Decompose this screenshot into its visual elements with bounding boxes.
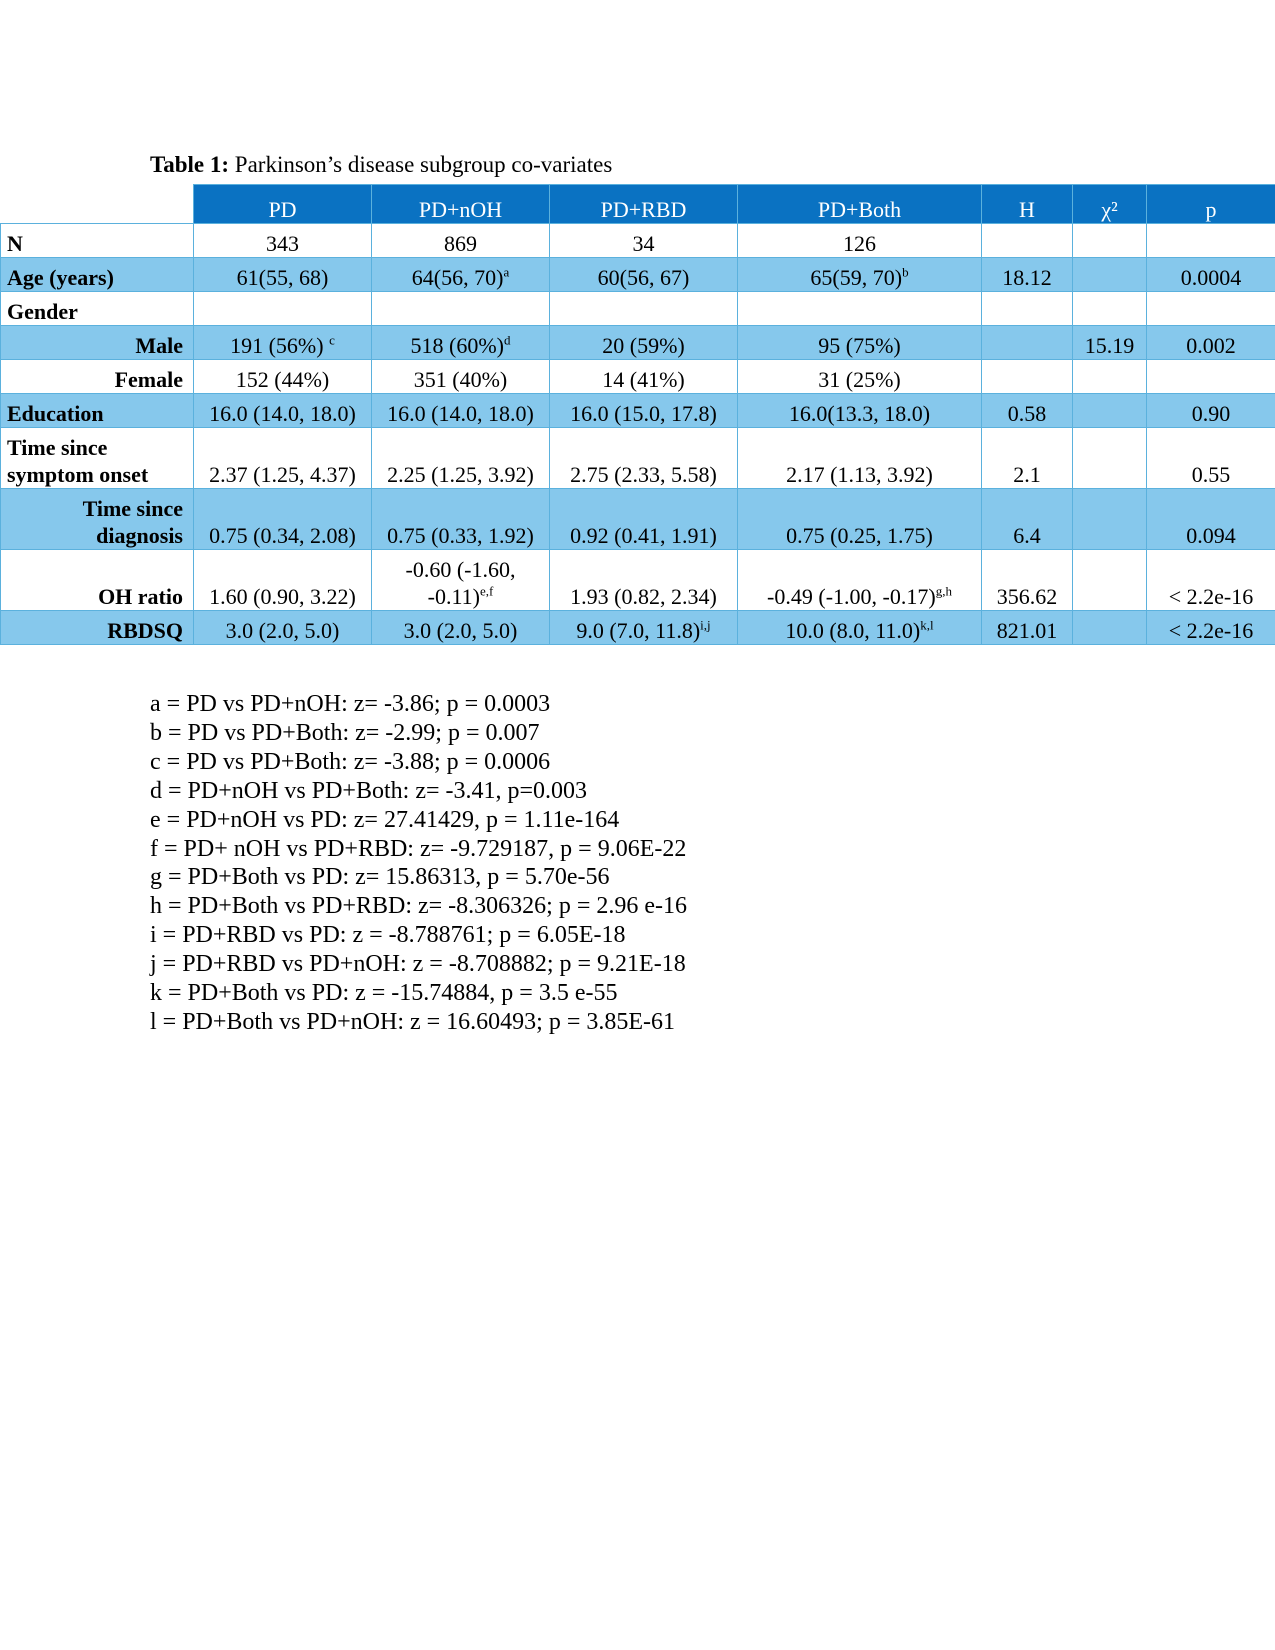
cell-value: 60(56, 67) (597, 265, 690, 290)
cell-value: -0.49 (-1.00, -0.17) (767, 584, 936, 609)
cell: 2.25 (1.25, 3.92) (372, 428, 550, 489)
cell: 126 (738, 224, 982, 258)
cell: 356.62 (982, 550, 1073, 611)
cell: 821.01 (982, 611, 1073, 645)
row-label-age: Age (years) (1, 258, 194, 292)
cell-value: -0.60 (-1.60, -0.11) (405, 557, 516, 609)
cell-value: 65(59, 70) (810, 265, 903, 290)
col-header-pd: PD (194, 185, 372, 224)
cell-value: 61(55, 68) (236, 265, 329, 290)
row-label-n: N (1, 224, 194, 258)
cell: 18.12 (982, 258, 1073, 292)
row-label-time-since-diagnosis: Time since diagnosis (1, 489, 194, 550)
cell: 95 (75%) (738, 326, 982, 360)
cell (738, 611, 982, 645)
cell (1147, 360, 1275, 394)
cell: 0.92 (0.41, 1.91) (550, 489, 738, 550)
cell (372, 550, 550, 611)
cell: 0.55 (1147, 428, 1275, 489)
cell (372, 258, 550, 292)
cell: 0.58 (982, 394, 1073, 428)
table-caption-label: Table 1: (150, 152, 230, 177)
cell: 2.1 (982, 428, 1073, 489)
table-caption-text: Parkinson’s disease subgroup co-variates (229, 152, 613, 177)
cell (372, 292, 550, 326)
cell: 16.0 (14.0, 18.0) (194, 394, 372, 428)
table-row (1, 611, 1275, 645)
cell (1147, 224, 1275, 258)
footnote-c: c = PD vs PD+Both: z= -3.88; p = 0.0006 (150, 748, 551, 775)
footnote-marker: b (902, 264, 909, 280)
footnote-marker: i,j (700, 617, 711, 633)
row-label-time-since-onset: Time since symptom onset (1, 428, 194, 489)
header-row (1, 185, 1275, 224)
cell (1073, 611, 1147, 645)
footnote-k: k = PD+Both vs PD: z = -15.74884, p = 3.5 e-55 (150, 980, 618, 1007)
cell: 0.75 (0.34, 2.08) (194, 489, 372, 550)
cell: 343 (194, 224, 372, 258)
cell: 1.60 (0.90, 3.22) (194, 550, 372, 611)
footnote-marker: g,h (935, 583, 952, 599)
footnote-e: e = PD+nOH vs PD: z= 27.41429, p = 1.11e-164 (150, 806, 620, 833)
cell: 0.75 (0.25, 1.75) (738, 489, 982, 550)
col-header-p: p (1147, 185, 1275, 224)
col-header-pd-both: PD+Both (738, 185, 982, 224)
cell-value: 518 (60%) (410, 333, 504, 358)
cell (550, 611, 738, 645)
cell: 2.37 (1.25, 4.37) (194, 428, 372, 489)
cell: 14 (41%) (550, 360, 738, 394)
cell: 2.75 (2.33, 5.58) (550, 428, 738, 489)
cell (1073, 224, 1147, 258)
col-header-pd-rbd: PD+RBD (550, 185, 738, 224)
table-row (1, 360, 1275, 394)
cell (738, 550, 982, 611)
footnote-marker: a (503, 264, 510, 280)
cell (982, 360, 1073, 394)
cell: 0.0004 (1147, 258, 1275, 292)
footnote-f: f = PD+ nOH vs PD+RBD: z= -9.729187, p = 9.06E-22 (150, 835, 687, 862)
cell: 3.0 (2.0, 5.0) (194, 611, 372, 645)
cell: 0.75 (0.33, 1.92) (372, 489, 550, 550)
cell (1073, 394, 1147, 428)
cell-value: 10.0 (8.0, 11.0) (785, 618, 921, 643)
row-label-oh-ratio: OH ratio (1, 550, 194, 611)
cell: 6.4 (982, 489, 1073, 550)
row-label-education: Education (1, 394, 194, 428)
cell (194, 326, 372, 360)
cell (1073, 360, 1147, 394)
footnote-marker: e,f (479, 583, 494, 599)
cell: 0.90 (1147, 394, 1275, 428)
cell (982, 224, 1073, 258)
cell (194, 258, 372, 292)
cell: < 2.2e-16 (1147, 611, 1275, 645)
cell (1073, 550, 1147, 611)
table-caption (150, 150, 612, 180)
cell: 1.93 (0.82, 2.34) (550, 550, 738, 611)
row-label-male: Male (1, 326, 194, 360)
cell: 16.0 (15.0, 17.8) (550, 394, 738, 428)
cell: 2.17 (1.13, 3.92) (738, 428, 982, 489)
cell (1073, 489, 1147, 550)
row-label-gender: Gender (1, 292, 194, 326)
footnote-a: a = PD vs PD+nOH: z= -3.86; p = 0.0003 (150, 691, 551, 717)
footnote-d: d = PD+nOH vs PD+Both: z= -3.41, p=0.003 (150, 777, 588, 804)
cell: 20 (59%) (550, 326, 738, 360)
table-row (1, 224, 1275, 258)
cell: 152 (44%) (194, 360, 372, 394)
cell: 869 (372, 224, 550, 258)
col-header-h: H (982, 185, 1073, 224)
table-row (1, 258, 1275, 292)
footnote-l: l = PD+Both vs PD+nOH: z = 16.60493; p = 3.85E-61 (150, 1008, 676, 1035)
cell: 34 (550, 224, 738, 258)
cell (982, 326, 1073, 360)
footnotes (150, 690, 687, 1037)
cell (738, 292, 982, 326)
cell: 16.0 (14.0, 18.0) (372, 394, 550, 428)
cell-value: 191 (56%) (230, 333, 330, 358)
header-corner (1, 185, 194, 224)
cell: 351 (40%) (372, 360, 550, 394)
table-row (1, 292, 1275, 326)
cell: 0.094 (1147, 489, 1275, 550)
table-row (1, 428, 1275, 489)
footnote-g: g = PD+Both vs PD: z= 15.86313, p = 5.70e-56 (150, 864, 610, 891)
cell-value: 9.0 (7.0, 11.8) (576, 618, 701, 643)
cell (550, 292, 738, 326)
footnote-marker: k,l (920, 617, 934, 633)
cell: 0.002 (1147, 326, 1275, 360)
footnote-b: b = PD vs PD+Both: z= -2.99; p = 0.007 (150, 719, 540, 746)
row-label-female: Female (1, 360, 194, 394)
cell: 31 (25%) (738, 360, 982, 394)
col-header-pd-noh: PD+nOH (372, 185, 550, 224)
cell-value: 64(56, 70) (411, 265, 504, 290)
cell (372, 326, 550, 360)
cell: 15.19 (1073, 326, 1147, 360)
cell: 3.0 (2.0, 5.0) (372, 611, 550, 645)
cell (738, 258, 982, 292)
col-header-chi2: χ² (1073, 185, 1147, 224)
table-row (1, 326, 1275, 360)
cell: < 2.2e-16 (1147, 550, 1275, 611)
footnote-j: j = PD+RBD vs PD+nOH: z = -8.708882; p = 9.21E-18 (150, 951, 686, 978)
cell (1073, 428, 1147, 489)
cell (1073, 292, 1147, 326)
table-row (1, 550, 1275, 611)
cell (550, 258, 738, 292)
table-row (1, 489, 1275, 550)
footnote-marker: d (503, 332, 511, 348)
footnote-h: h = PD+Both vs PD+RBD: z= -8.306326; p = 2.96 e-16 (150, 893, 688, 920)
table-row (1, 394, 1275, 428)
cell: 16.0(13.3, 18.0) (738, 394, 982, 428)
cell (982, 292, 1073, 326)
cell (1147, 292, 1275, 326)
footnote-marker: c (329, 332, 335, 348)
cell (1073, 258, 1147, 292)
covariates-table (0, 184, 1275, 645)
cell (194, 292, 372, 326)
row-label-rbdsq: RBDSQ (1, 611, 194, 645)
footnote-i: i = PD+RBD vs PD: z = -8.788761; p = 6.05E-18 (150, 922, 626, 949)
